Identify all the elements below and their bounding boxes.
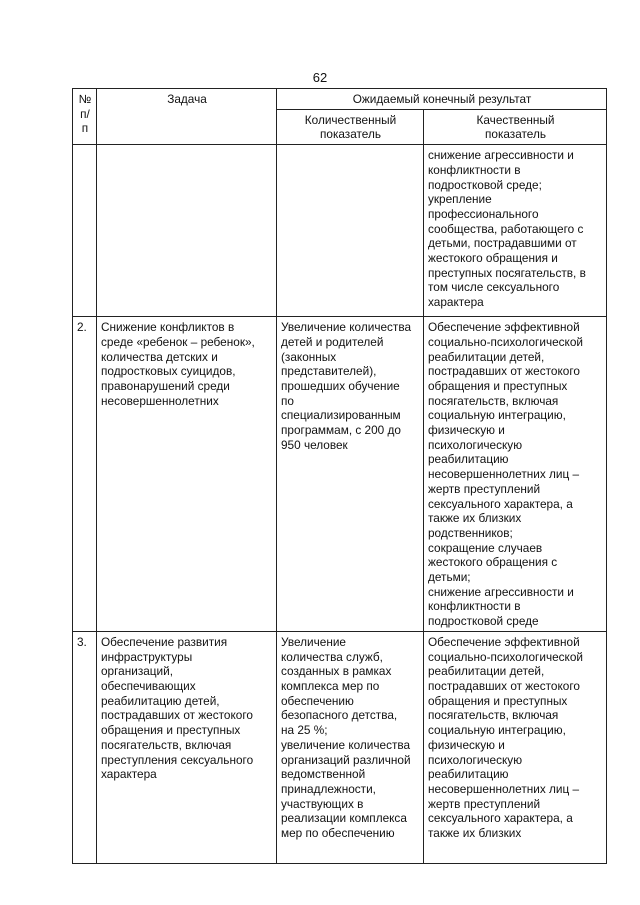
row-number: 2. [73, 317, 97, 632]
row-qualitative: Обеспечение эффективной социально-психологической реабилитации детей, пострадавших от жестокого обращения и преступных посягательств, включая социальную интеграцию, физическую и психологическую реабилитацию несовершеннолетних лиц – жертв преступлений сексуального характера, а также их близких [424, 631, 607, 863]
header-expected-result: Ожидаемый конечный результат [277, 89, 607, 110]
row-qualitative: Обеспечение эффективной социально-психологической реабилитации детей, пострадавших от жестокого обращения и преступных посягательств, включая социальную интеграцию, физическую и психологическую реабилитацию несовершеннолетних лиц – жертв преступлений сексуального характера, а также их близких родственников; сокращение случаев жестокого обращения с детьми; снижение агрессивности и конфликтности в подростковой среде [424, 317, 607, 632]
row-task: Снижение конфликтов в среде «ребенок – ребенок», количества детских и подростковых суицидов, правонарушений среди несовершеннолетних [97, 317, 277, 632]
table-row [73, 631, 607, 863]
header-task: Задача [97, 89, 277, 145]
row-quantitative: Увеличение количества служб, созданных в рамках комплекса мер по обеспечению безопасного детства, на 25 %; увеличение количества организаций различной ведомственной принадлежности, участвующих в реализации комплекса мер по обеспечению [277, 631, 424, 863]
table-row [73, 317, 607, 632]
row-number: 3. [73, 631, 97, 863]
row-number [73, 145, 97, 317]
page-number: 62 [312, 70, 328, 85]
header-qualitative: Качественный показатель [424, 109, 607, 144]
table-row [73, 145, 607, 317]
header-number: № п/п [73, 89, 97, 145]
row-quantitative: Увеличение количества детей и родителей (законных представителей), прошедших обучение по специализированным программам, с 200 до 950 человек [277, 317, 424, 632]
row-task: Обеспечение развития инфраструктуры организаций, обеспечивающих реабилитацию детей, пострадавших от жестокого обращения и преступных посягательств, включая преступления сексуального характера [97, 631, 277, 863]
table-header-row [73, 89, 607, 110]
row-qualitative: снижение агрессивности и конфликтности в подростковой среде; укрепление профессионального сообщества, работающего с детьми, пострадавшими от жестокого обращения и преступных посягательств, в том числе сексуального характера [424, 145, 607, 317]
row-task [97, 145, 277, 317]
row-quantitative [277, 145, 424, 317]
results-table [72, 88, 607, 864]
header-quantitative: Количественный показатель [277, 109, 424, 144]
